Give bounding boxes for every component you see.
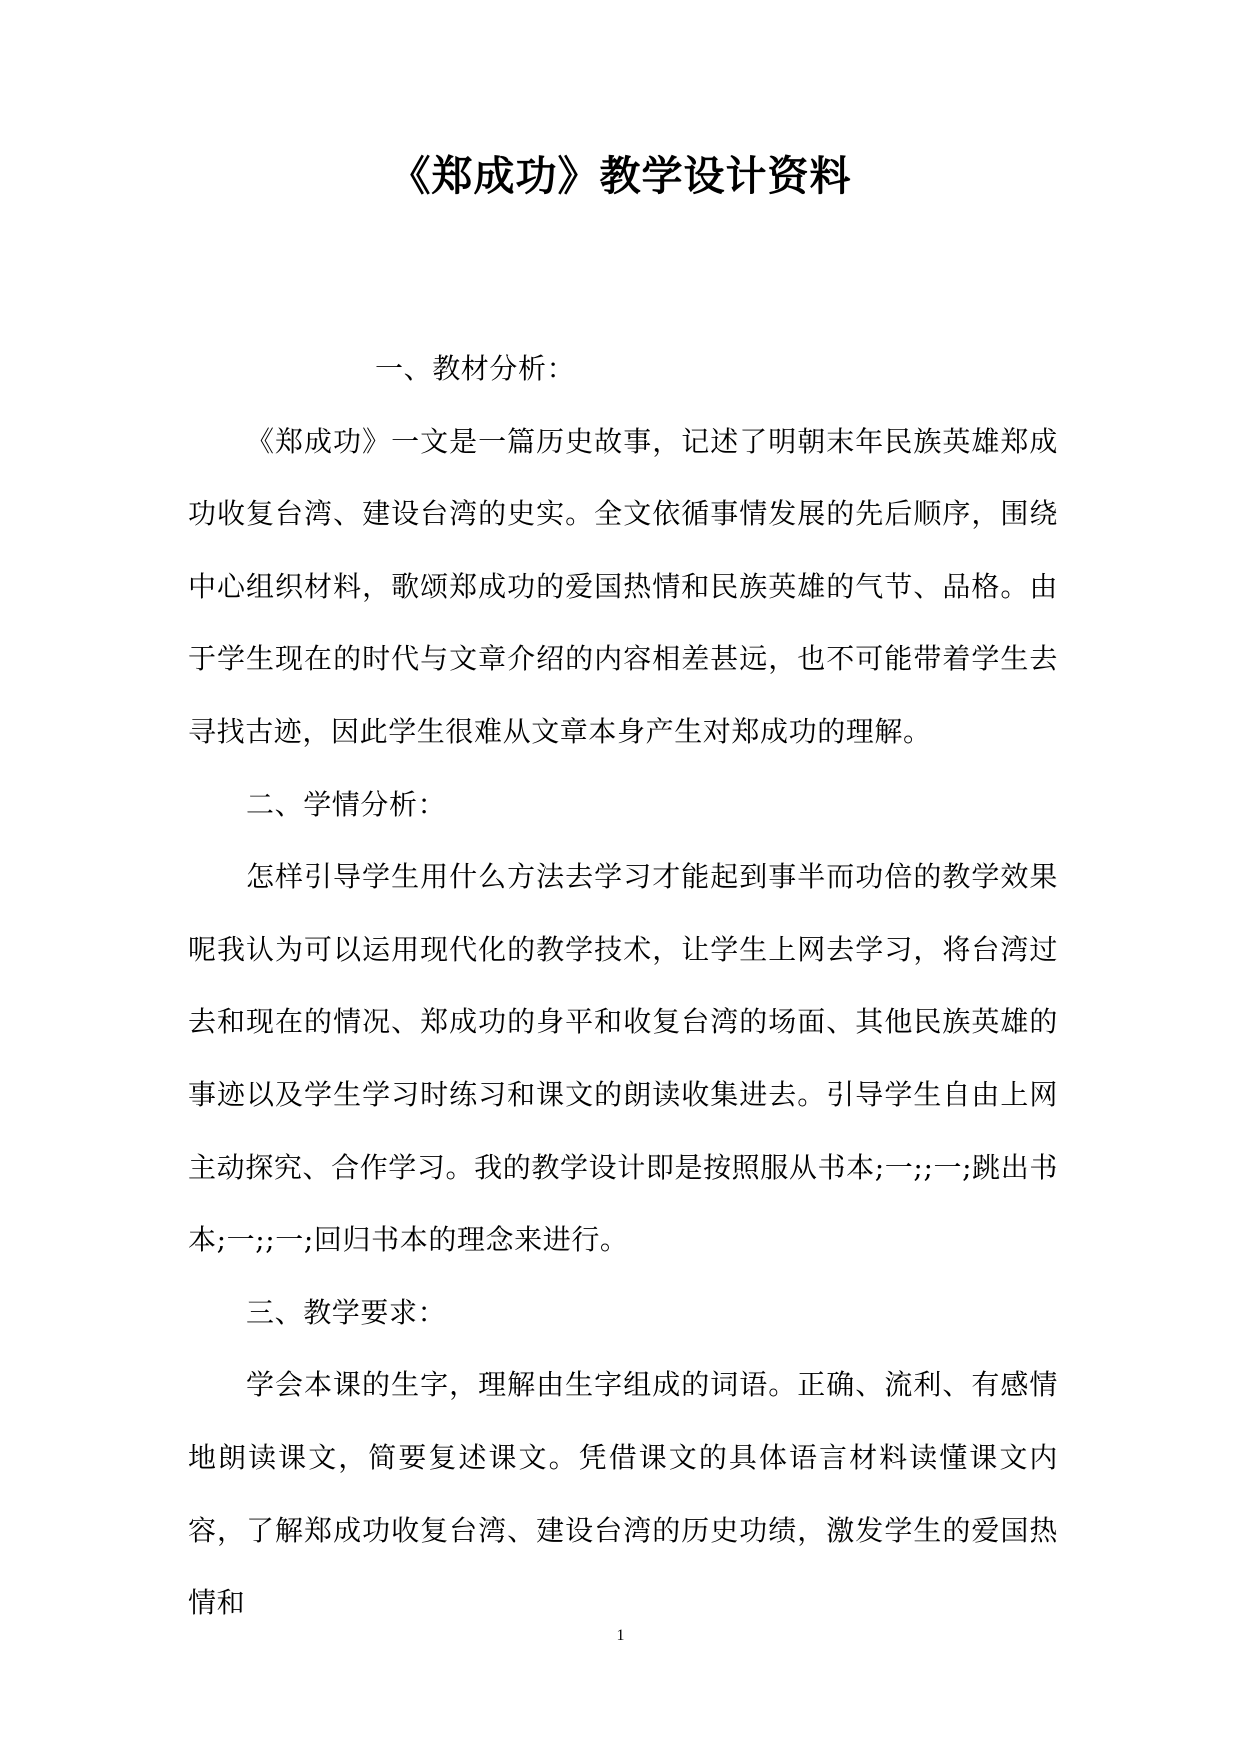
paragraph-student-analysis: 怎样引导学生用什么方法去学习才能起到事半而功倍的教学效果呢我认为可以运用现代化的教学技术，让学生上网去学习，将台湾过去和现在的情况、郑成功的身平和收复台湾的场面、其他民族英雄的事迹以及学生学习时练习和课文的朗读收集进去。引导学生自由上网主动探究、合作学习。我的教学设计即是按照服从书本;一;;一;跳出书本;一;;一;回归书本的理念来进行。: [188, 860, 1058, 1257]
page-number: 1: [616, 1627, 625, 1644]
document-body: [188, 333, 1058, 1640]
section-heading-teaching-requirements: 三、教学要求：: [246, 1295, 447, 1329]
section-heading-textbook-analysis: 一、教材分析：: [375, 352, 576, 385]
section-heading-student-analysis: 二、学情分析：: [246, 787, 447, 821]
paragraph-teaching-requirements: 学会本课的生字，理解由生字组成的词语。正确、流利、有感情地朗读课文，简要复述课文。凭借课文的具体语言材料读懂课文内容，了解郑成功收复台湾、建设台湾的历史功绩，激发学生的爱国热情和: [188, 1368, 1058, 1620]
document-title: 《郑成功》教学设计资料: [389, 152, 852, 200]
paragraph-textbook-analysis: 《郑成功》一文是一篇历史故事，记述了明朝末年民族英雄郑成功收复台湾、建设台湾的史实。全文依循事情发展的先后顺序，围绕中心组织材料，歌颂郑成功的爱国热情和民族英雄的气节、品格。由于学生现在的时代与文章介绍的内容相差甚远，也不可能带着学生去寻找古迹，因此学生很难从文章本身产生对郑成功的理解。: [188, 424, 1058, 748]
